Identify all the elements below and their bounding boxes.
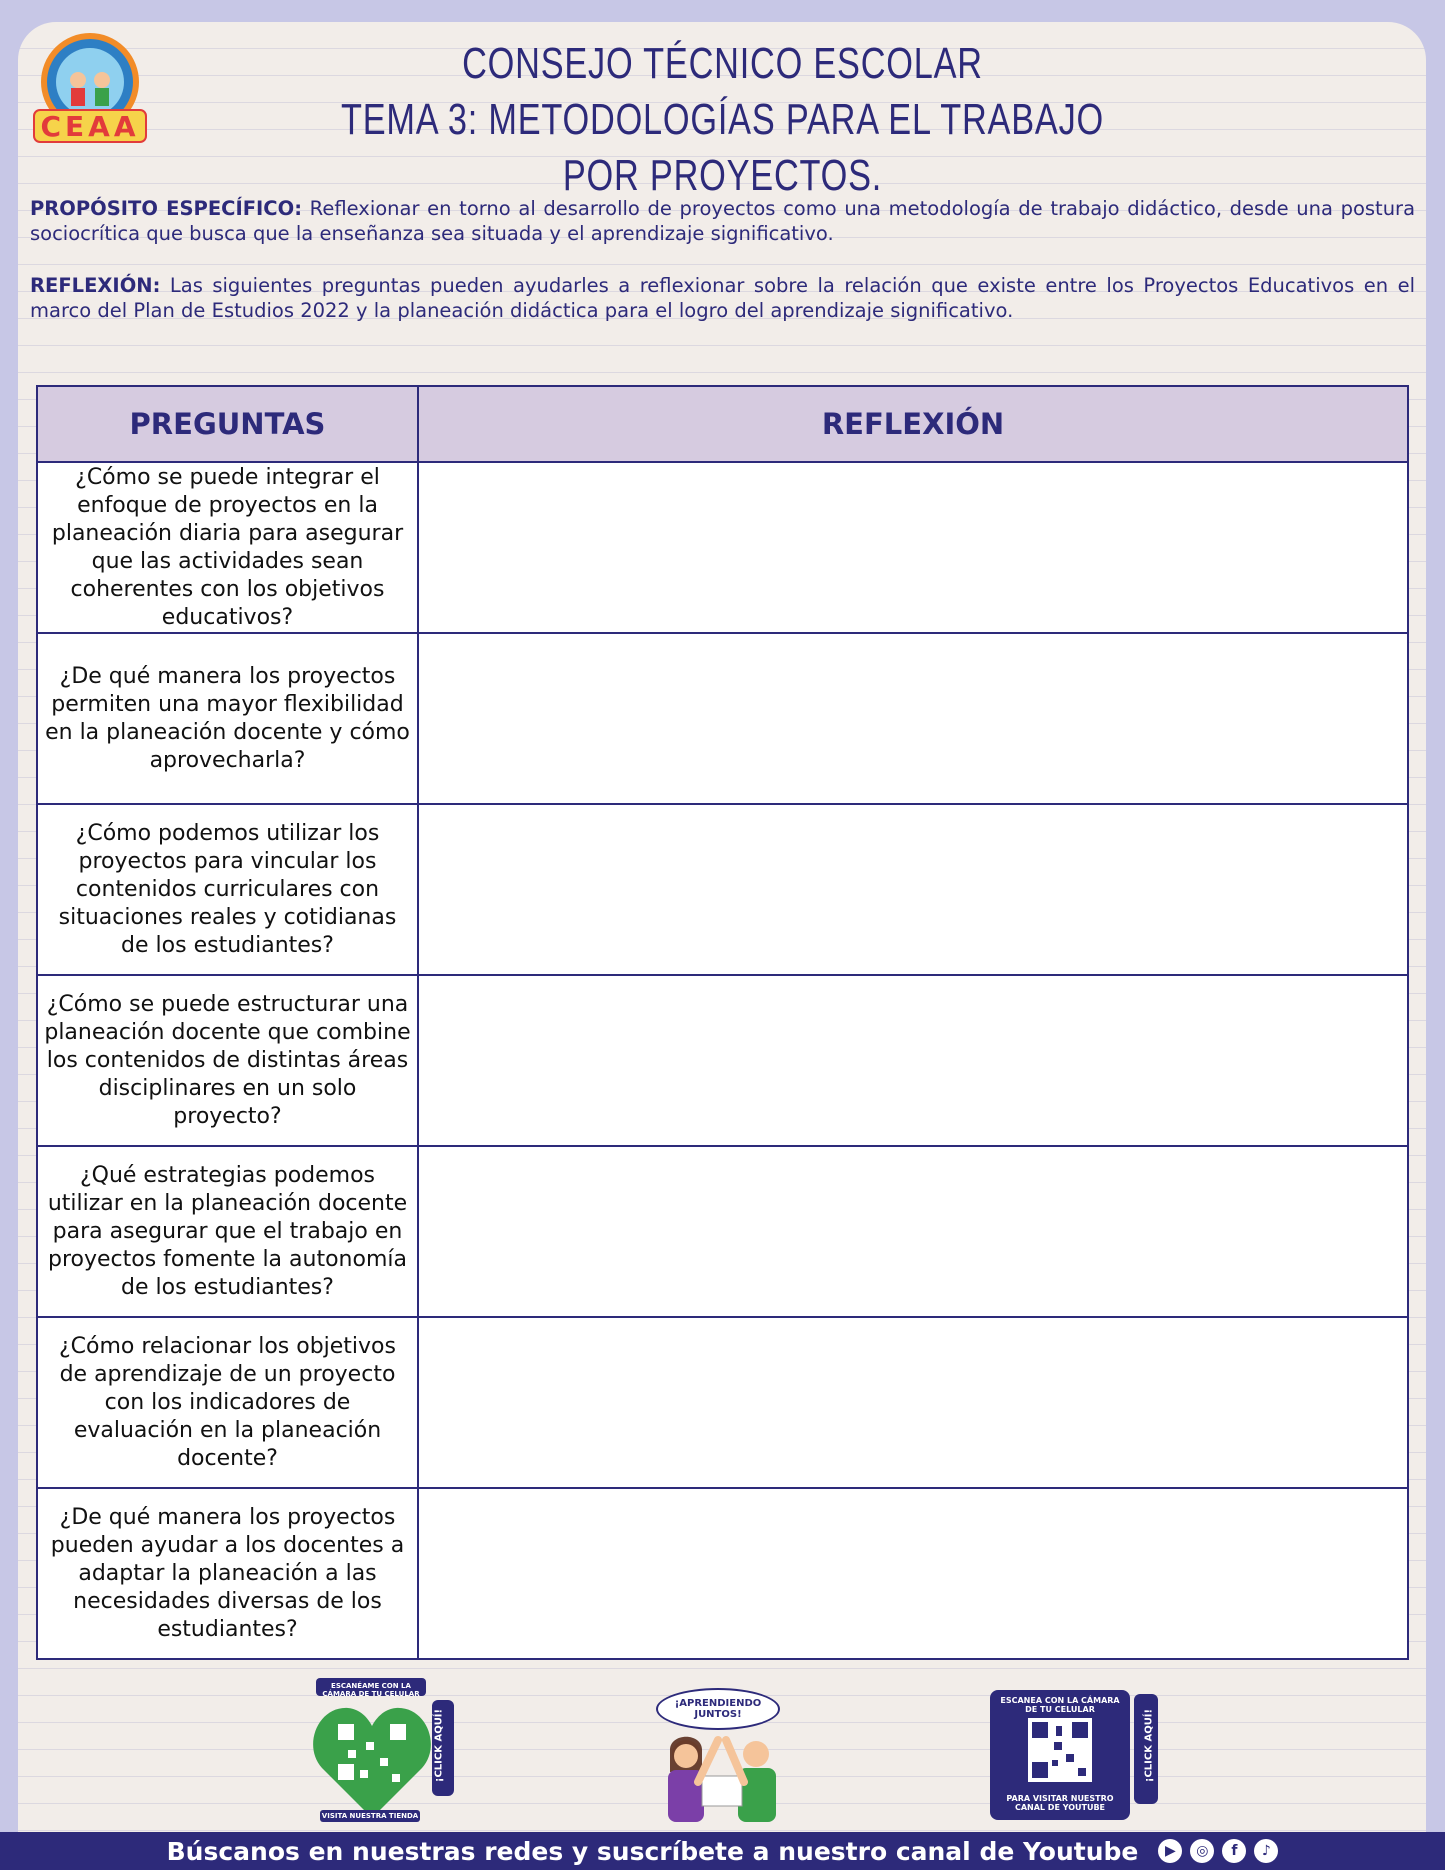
youtube-qr-bottom-label: PARA VISITAR NUESTRO CANAL DE YOUTUBE — [1006, 1794, 1114, 1812]
answer-cell[interactable] — [418, 633, 1408, 804]
question-cell: ¿De qué manera los proyectos pueden ayudar a los docentes a adaptar la planeación a las necesidades diversas de los estudiantes? — [37, 1488, 418, 1659]
answer-cell[interactable] — [418, 1317, 1408, 1488]
table-row — [37, 975, 1408, 1146]
store-qr-bottom-label: VISITA NUESTRA TIENDA — [321, 1812, 419, 1820]
youtube-click-here[interactable]: ¡CLICK AQUÍ! — [1143, 1708, 1155, 1783]
table-row — [37, 804, 1408, 975]
title-line-1: CONSEJO TÉCNICO ESCOLAR — [462, 39, 983, 88]
ceaa-logo — [28, 30, 158, 148]
table-row — [37, 1146, 1408, 1317]
reflection-text: Las siguientes preguntas pueden ayudarles a reflexionar sobre la relación que existe entre los Proyectos Educativos en el marco del Plan de Estudios 2022 y la planeación didáctica para el logro del aprendizaje significativo. — [30, 274, 1416, 322]
question-cell: ¿Cómo se puede integrar el enfoque de proyectos en la planeación diaria para asegurar que las actividades sean coherentes con los objetivos educativos? — [37, 462, 418, 633]
logo-text: CEAA — [40, 110, 140, 143]
table-row — [37, 633, 1408, 804]
question-cell: ¿Cómo podemos utilizar los proyectos para vincular los contenidos curriculares con situaciones reales y cotidianas de los estudiantes? — [37, 804, 418, 975]
table-row — [37, 1488, 1408, 1659]
table-header-row — [37, 386, 1408, 462]
facebook-icon[interactable]: f — [1222, 1839, 1246, 1863]
youtube-icon[interactable]: ▶ — [1158, 1839, 1182, 1863]
table-row — [37, 1317, 1408, 1488]
question-cell: ¿Qué estrategias podemos utilizar en la planeación docente para asegurar que el trabajo en proyectos fomente la autonomía de los estudiantes? — [37, 1146, 418, 1317]
table-row — [37, 462, 1408, 633]
question-cell: ¿Cómo se puede estructurar una planeación docente que combine los contenidos de distintas áreas disciplinares en un solo proyecto? — [37, 975, 418, 1146]
purpose-text: Reflexionar en torno al desarrollo de proyectos como una metodología de trabajo didáctico, desde una postura sociocrítica que busca que la enseñanza sea situada y el aprendizaje significativo. — [30, 197, 1416, 245]
question-cell: ¿De qué manera los proyectos permiten una mayor flexibilidad en la planeación docente y cómo aprovecharla? — [37, 633, 418, 804]
column-header-reflexion: REFLEXIÓN — [418, 386, 1408, 462]
question-cell: ¿Cómo relacionar los objetivos de aprendizaje de un proyecto con los indicadores de evaluación en la planeación docente? — [37, 1317, 418, 1488]
column-header-preguntas: PREGUNTAS — [37, 386, 418, 462]
answer-cell[interactable] — [418, 975, 1408, 1146]
store-click-here[interactable]: ¡CLICK AQUÍ! — [433, 1708, 445, 1783]
page-title — [315, 36, 1130, 204]
answer-cell[interactable] — [418, 462, 1408, 633]
purpose-paragraph — [30, 196, 1415, 246]
social-icons — [1158, 1839, 1278, 1863]
instagram-icon[interactable]: ◎ — [1190, 1839, 1214, 1863]
reflection-paragraph — [30, 273, 1415, 323]
questions-table — [36, 385, 1409, 1660]
footer-text: Búscanos en nuestras redes y suscríbete a nuestro canal de Youtube — [166, 1836, 1139, 1866]
answer-cell[interactable] — [418, 1146, 1408, 1317]
footer-bar — [0, 1832, 1445, 1870]
answer-cell[interactable] — [418, 1488, 1408, 1659]
answer-cell[interactable] — [418, 804, 1408, 975]
reflection-label: REFLEXIÓN: — [30, 274, 161, 297]
speech-bubble: ¡APRENDIENDO JUNTOS! — [656, 1688, 780, 1730]
tiktok-icon[interactable]: ♪ — [1254, 1839, 1278, 1863]
purpose-label: PROPÓSITO ESPECÍFICO: — [30, 197, 302, 220]
youtube-qr-top-label: ESCANEA CON LA CÁMARA DE TU CELULAR — [1000, 1696, 1120, 1714]
store-qr-top-label: ESCANÉAME CON LA CÁMARA DE TU CELULAR — [322, 1682, 420, 1698]
title-line-2: TEMA 3: METODOLOGÍAS PARA EL TRABAJO POR PROYECTOS. — [340, 95, 1104, 200]
